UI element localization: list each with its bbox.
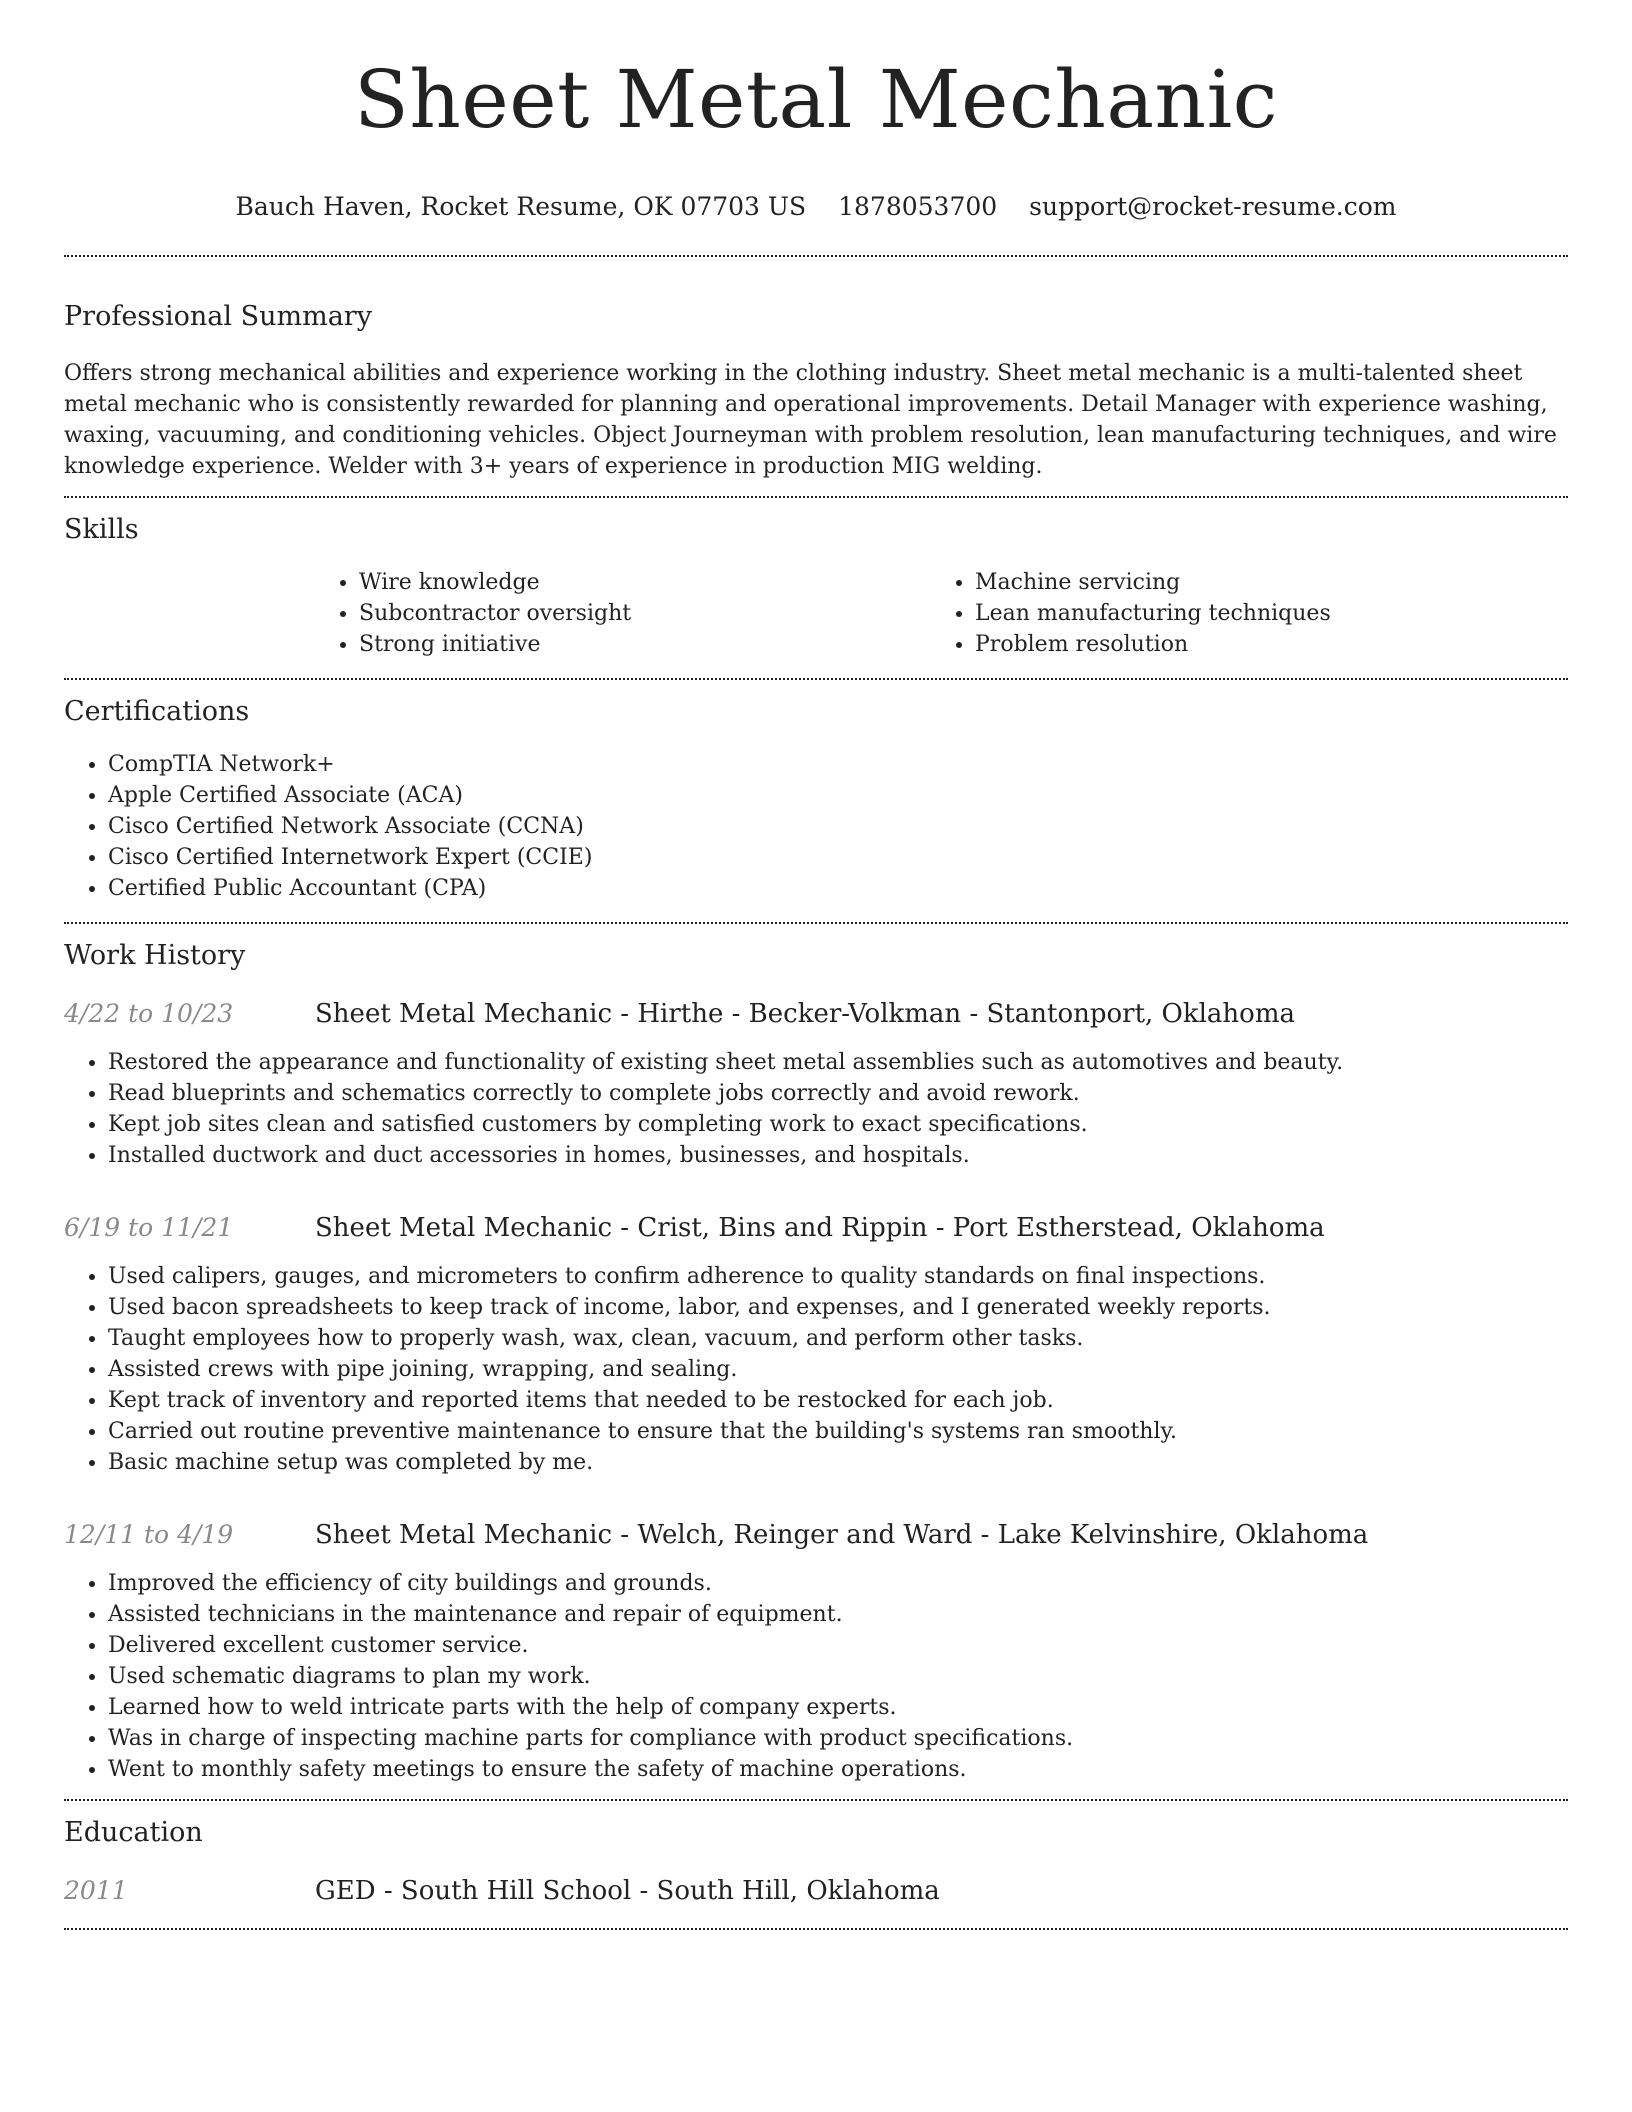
summary-heading: Professional Summary	[64, 300, 372, 332]
job-duty: • Went to monthly safety meetings to ensure the safety of machine operations.	[108, 1754, 1568, 1785]
certification-item: • CompTIA Network+	[108, 749, 1568, 780]
work-history-heading: Work History	[64, 939, 246, 971]
job-duties	[64, 1047, 1568, 1171]
job-duty: • Learned how to weld intricate parts with the help of company experts.	[108, 1692, 1568, 1723]
skill-item: • Problem resolution	[975, 629, 1568, 660]
certifications-section	[64, 695, 1568, 904]
summary-text: Offers strong mechanical abilities and experience working in the clothing industry. Sheet metal mechanic is a multi-talented sheet metal mechanic who is consistently rewarded for planning and operational improvements. Detail Manager with experience washing, waxing, vacuuming, and conditioning vehicles. Object Journeyman with problem resolution, lean manufacturing techniques, and wire knowledge experience. Welder with 3+ years of experience in production MIG welding.	[64, 360, 1557, 479]
summary-section	[64, 300, 1568, 482]
certifications-heading: Certifications	[64, 695, 250, 727]
certification-item: • Apple Certified Associate (ACA)	[108, 780, 1568, 811]
skill-item: • Strong initiative	[359, 629, 931, 660]
section-divider	[64, 922, 1568, 924]
skill-item: • Machine servicing	[975, 567, 1568, 598]
job-dates: 12/11 to 4/19	[64, 1519, 234, 1549]
section-divider	[64, 496, 1568, 498]
job-dates: 6/19 to 11/21	[64, 1212, 234, 1242]
job-entry	[64, 1520, 1568, 1785]
job-duty: • Used bacon spreadsheets to keep track of income, labor, and expenses, and I generated weekly reports.	[108, 1292, 1568, 1323]
job-duties	[64, 1568, 1568, 1785]
education-entry	[64, 1876, 1568, 1906]
job-duty: • Read blueprints and schematics correctly to complete jobs correctly and avoid rework.	[108, 1078, 1568, 1109]
candidate-name: Sheet Metal Mechanic	[354, 53, 1278, 146]
job-header	[64, 1520, 1568, 1550]
job-dates: 4/22 to 10/23	[64, 998, 234, 1028]
education-title: GED - South Hill School - South Hill, Oklahoma	[315, 1875, 940, 1906]
skills-list-right	[931, 567, 1568, 660]
skill-item: • Wire knowledge	[359, 567, 931, 598]
work-history-section	[64, 939, 1568, 1785]
section-divider	[64, 678, 1568, 680]
skills-grid	[315, 567, 1568, 660]
job-duty: • Improved the efficiency of city buildings and grounds.	[108, 1568, 1568, 1599]
job-duty: • Installed ductwork and duct accessories in homes, businesses, and hospitals.	[108, 1140, 1568, 1171]
job-duty: • Was in charge of inspecting machine parts for compliance with product specifications.	[108, 1723, 1568, 1754]
section-divider	[64, 255, 1568, 257]
resume-page	[64, 0, 1568, 1930]
job-duty: • Delivered excellent customer service.	[108, 1630, 1568, 1661]
contact-phone: 1878053700	[838, 191, 998, 221]
certification-item: • Cisco Certified Internetwork Expert (CCIE)	[108, 842, 1568, 873]
contact-address: Bauch Haven, Rocket Resume, OK 07703 US	[235, 191, 807, 221]
job-duty: • Assisted technicians in the maintenance and repair of equipment.	[108, 1599, 1568, 1630]
contact-info	[64, 191, 1568, 221]
education-section	[64, 1816, 1568, 1906]
skills-list-left	[315, 567, 931, 660]
job-title: Sheet Metal Mechanic - Crist, Bins and Rippin - Port Estherstead, Oklahoma	[315, 1212, 1325, 1243]
job-entry	[64, 1213, 1568, 1478]
job-title: Sheet Metal Mechanic - Welch, Reinger and Ward - Lake Kelvinshire, Oklahoma	[315, 1519, 1369, 1550]
job-duty: • Taught employees how to properly wash, wax, clean, vacuum, and perform other tasks.	[108, 1323, 1568, 1354]
job-duty: • Assisted crews with pipe joining, wrapping, and sealing.	[108, 1354, 1568, 1385]
job-duty: • Kept job sites clean and satisfied customers by completing work to exact specifications.	[108, 1109, 1568, 1140]
skill-item: • Subcontractor oversight	[359, 598, 931, 629]
certification-item: • Certified Public Accountant (CPA)	[108, 873, 1568, 904]
section-divider	[64, 1799, 1568, 1801]
job-header	[64, 999, 1568, 1029]
job-title: Sheet Metal Mechanic - Hirthe - Becker-Volkman - Stantonport, Oklahoma	[315, 998, 1295, 1029]
job-header	[64, 1213, 1568, 1243]
education-year: 2011	[64, 1875, 128, 1905]
job-duty: • Used calipers, gauges, and micrometers to confirm adherence to quality standards on final inspections.	[108, 1261, 1568, 1292]
job-duty: • Restored the appearance and functionality of existing sheet metal assemblies such as automotives and beauty.	[108, 1047, 1568, 1078]
skill-item: • Lean manufacturing techniques	[975, 598, 1568, 629]
education-heading: Education	[64, 1816, 203, 1848]
skills-heading: Skills	[64, 513, 139, 545]
job-duty: • Used schematic diagrams to plan my work.	[108, 1661, 1568, 1692]
job-duty: • Carried out routine preventive maintenance to ensure that the building's systems ran smoothly.	[108, 1416, 1568, 1447]
section-divider	[64, 1928, 1568, 1930]
job-duties	[64, 1261, 1568, 1478]
job-duty: • Basic machine setup was completed by me.	[108, 1447, 1568, 1478]
job-entry	[64, 999, 1568, 1171]
skills-section	[64, 513, 1568, 660]
contact-email: support@rocket-resume.com	[1029, 191, 1397, 221]
certification-item: • Cisco Certified Network Associate (CCNA)	[108, 811, 1568, 842]
job-duty: • Kept track of inventory and reported items that needed to be restocked for each job.	[108, 1385, 1568, 1416]
certifications-list	[64, 749, 1568, 904]
